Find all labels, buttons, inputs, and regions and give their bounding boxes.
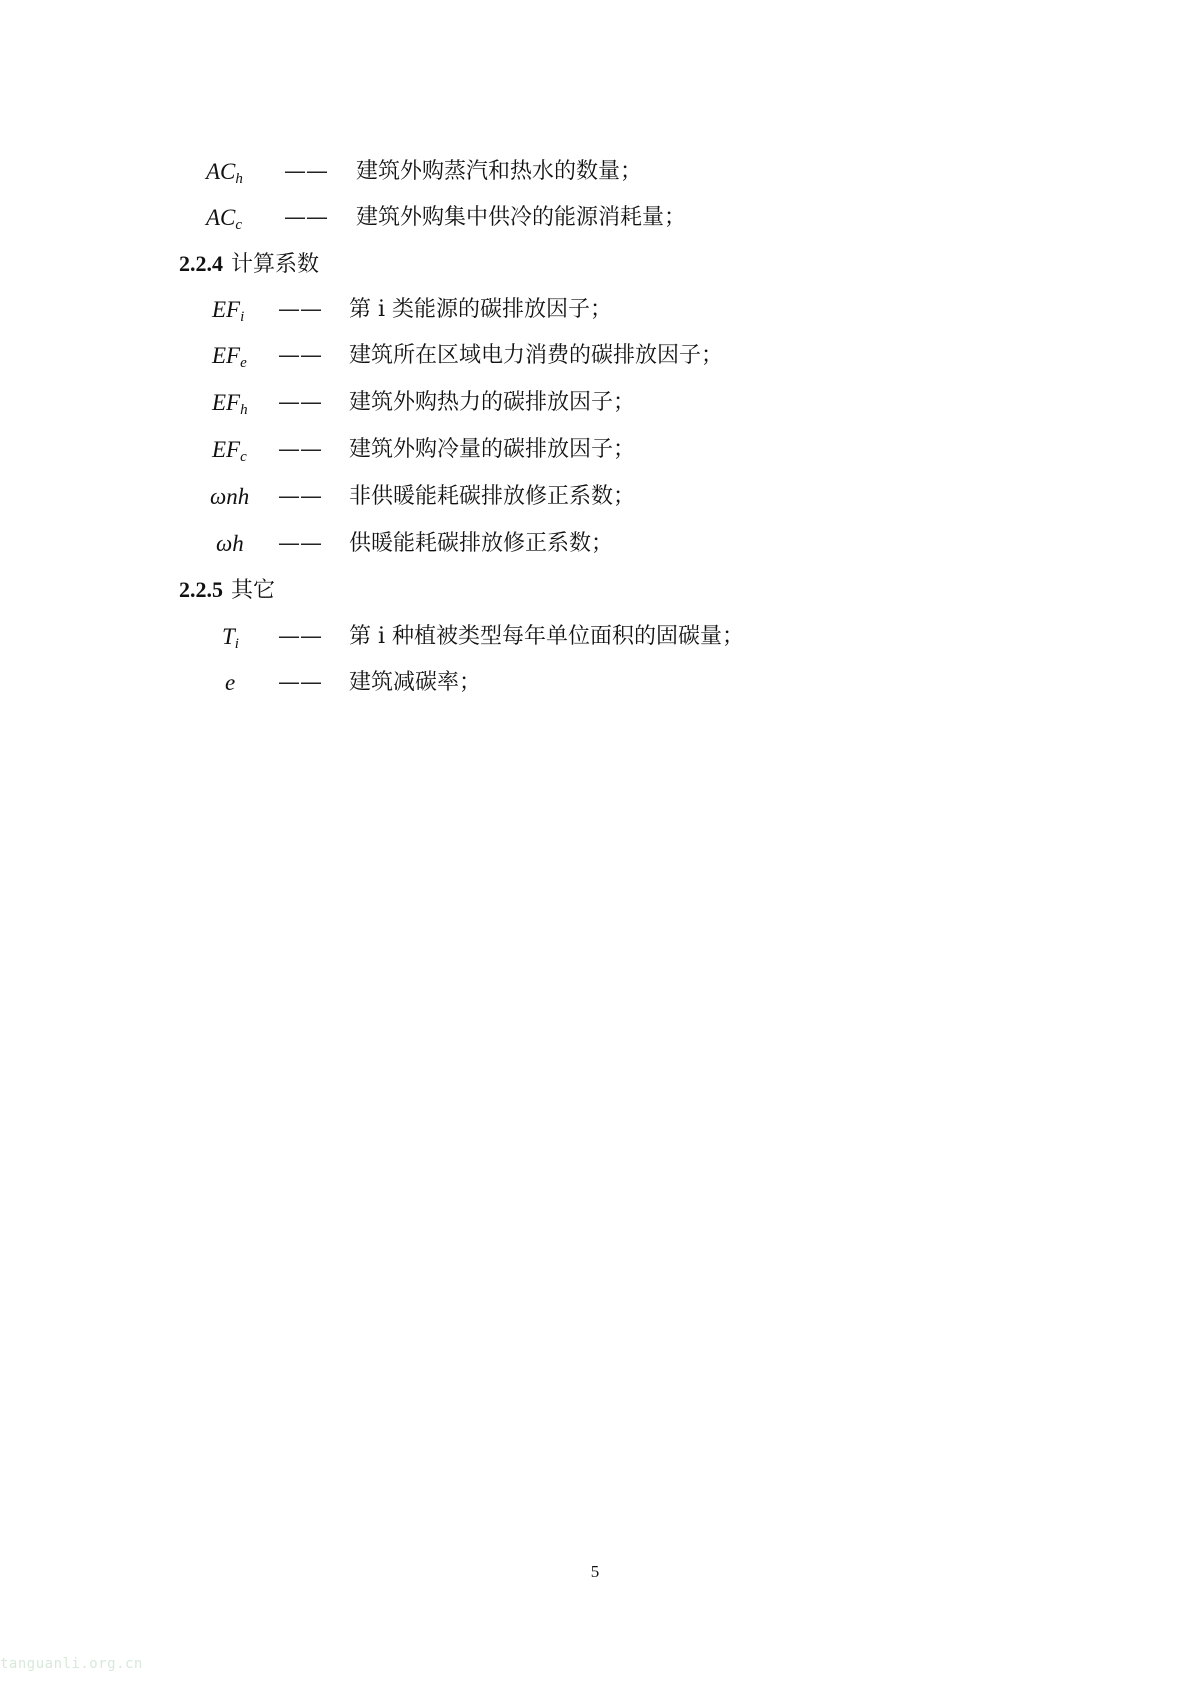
em-dash-separator: —— [278,437,322,462]
page-number: 5 [590,1562,600,1581]
section-heading-2-2-4 [179,246,319,282]
em-dash-separator: —— [284,159,328,184]
symbol-description: 非供暖能耗碳排放修正系数； [349,484,636,509]
symbol-description: 建筑外购蒸汽和热水的数量； [356,159,643,184]
section-number: 2.2.4 [179,251,223,276]
symbol: e [225,670,236,695]
em-dash-separator: —— [278,624,322,649]
section-number: 2.2.5 [179,577,223,602]
section-heading-2-2-5 [179,572,275,608]
section-title: 其它 [231,578,276,603]
symbol: $EF_i$ [212,297,245,325]
symbol: $AC_c$ [206,205,243,233]
symbol: ωnh [210,484,250,509]
em-dash-separator: —— [284,205,328,230]
watermark-text: tanguanli.org.cn [0,1656,143,1672]
symbol-description: 供暖能耗碳排放修正系数； [349,531,614,556]
em-dash-separator: —— [278,531,322,556]
symbol: $EF_c$ [212,437,247,465]
symbol-description: 第 i 种植被类型每年单位面积的固碳量； [349,624,745,649]
em-dash-separator: —— [278,297,322,322]
symbol-description: 建筑减碳率； [349,670,482,695]
symbol-description: 建筑所在区域电力消费的碳排放因子； [349,343,724,368]
symbol-description: 建筑外购集中供冷的能源消耗量； [356,205,687,230]
symbol: $T_i$ [222,624,239,652]
symbol: ωh [216,531,244,556]
symbol: $AC_h$ [206,159,243,187]
symbol: $EF_e$ [212,343,247,371]
em-dash-separator: —— [278,390,322,415]
symbol-description: 第 i 类能源的碳排放因子； [349,297,613,322]
em-dash-separator: —— [278,670,322,695]
em-dash-separator: —— [278,343,322,368]
symbol-description: 建筑外购热力的碳排放因子； [349,390,636,415]
symbol: $EF_h$ [212,390,248,418]
symbol-description: 建筑外购冷量的碳排放因子； [349,437,636,462]
section-title: 计算系数 [231,252,320,277]
em-dash-separator: —— [278,484,322,509]
